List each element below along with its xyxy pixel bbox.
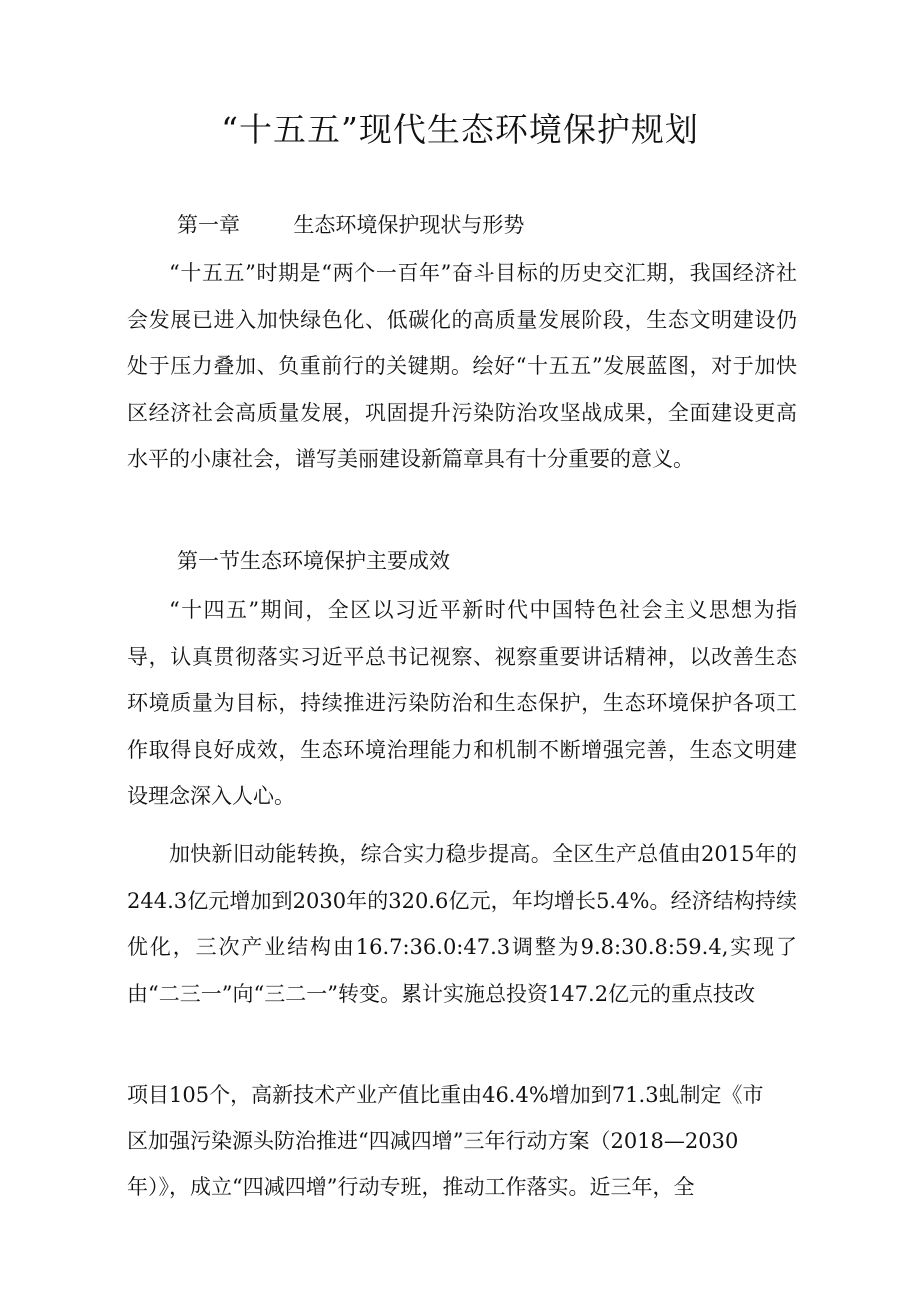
paragraph-line: 年）》，成立“四减四增”行动专班，推动工作落实。近三年，全 xyxy=(127,1175,695,1199)
paragraph-line: 项目105个，高新技术产业产值比重由46.4%增加到71.3虬制定《市 xyxy=(127,1083,764,1107)
chapter-intro-paragraph: “十五五”时期是“两个一百年”奋斗目标的历史交汇期，我国经济社会发展已进入加快绿色化、低碳化的高质量发展阶段，生态文明建设仍处于压力叠加、负重前行的关键期。绘好“十五五”发展蓝图，对于加快区经济社会高质量发展，巩固提升污染防治攻坚战成果，全面建设更高水平的小康社会，谱写美丽建设新篇章具有十分重要的意义。 xyxy=(127,261,797,471)
document-title: “十五五”现代生态环境保护规划 xyxy=(221,110,699,149)
section-paragraph-1: “十四五”期间，全区以习近平新时代中国特色社会主义思想为指导，认真贯彻落实习近平总书记视察、视察重要讲话精神，以改善生态环境质量为目标，持续推进污染防治和生态保护，生态环境保护各项工作取得良好成效，生态环境治理能力和机制不断增强完善，生态文明建设理念深入人心。 xyxy=(127,598,797,808)
paragraph-line: 区加强污染源头防治推进“四减四增”三年行动方案（2018—2030 xyxy=(127,1129,739,1153)
chapter-heading: 第一章 生态环境保护现状与形势 xyxy=(177,213,525,237)
section-heading: 第一节生态环境保护主要成效 xyxy=(177,549,450,573)
section-paragraph-2: 加快新旧动能转换，综合实力稳步提高。全区生产总值由2015年的244.3亿元增加到2030年的320.6亿元，年均增长5.4%。经济结构持续优化，三次产业结构由16.7:36.0:47.3调整为9.8:30.8:59.4,实现了由“二三一”向“三二一”转变。累计实施总投资147.2亿元的重点技改 xyxy=(127,842,797,1006)
